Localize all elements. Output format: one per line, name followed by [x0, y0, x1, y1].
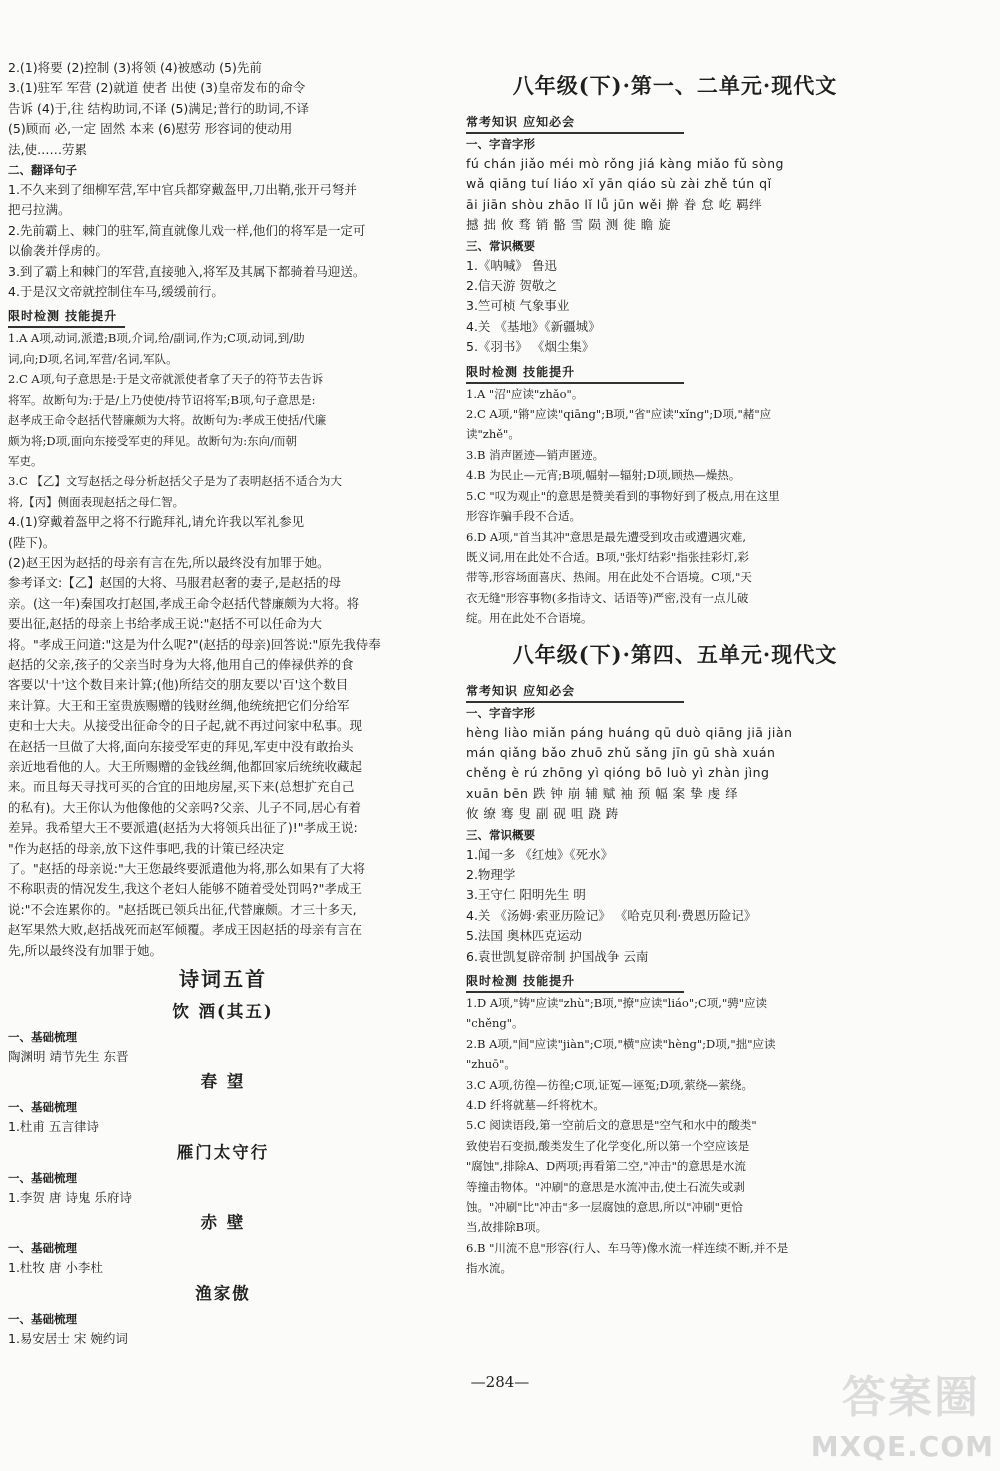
fact-line: 5.法国 奥林匹克运动 — [466, 928, 582, 944]
answer-line: 既义词,用在此处不合适。B项,"张灯结彩"指张挂彩灯,彩 — [466, 549, 749, 564]
pinyin-line: fú chán jiǎo méi mò rǒng jiá kàng miǎo fǔ sòng — [466, 156, 784, 171]
poem-info: 1.杜牧 唐 小李杜 — [8, 1260, 103, 1276]
translation-line: 赵括的父亲,孩子的父亲当时身为大将,他用自己的俸禄供养的食 — [8, 656, 354, 672]
answer-line: 4.D 纤将就墓—纤将枕木。 — [466, 1098, 605, 1113]
translation-line: 客要以'十'这个数目来计算;(他)所结交的朋友要以'百'这个数目 — [8, 677, 349, 693]
pinyin-line: 撼 拙 攸 骛 销 骼 雪 陨 测 徙 瞻 旋 — [466, 217, 672, 233]
pinyin-block — [466, 154, 884, 236]
answer-line: 蚀。"冲刷"比"冲击"多一层腐蚀的意思,所以"冲刷"更恰 — [466, 1200, 743, 1215]
pinyin-line: xuān bēn 跌 钟 崩 辅 赋 袖 预 幅 案 挚 虔 绎 — [466, 785, 739, 801]
text-line: 以偷袭并俘虏的。 — [8, 243, 109, 259]
poem-info: 1.杜甫 五言律诗 — [8, 1119, 99, 1135]
left-column — [8, 58, 438, 1349]
pinyin-line: hèng liào miǎn páng huáng qū duò qiāng jiā jiàn — [466, 724, 793, 740]
answer-line: 1.D A项,"铸"应读"zhù";B项,"撩"应读"liáo";C项,"骋"应读 — [466, 996, 768, 1010]
fact-line: 4.关 《汤姆·索亚历险记》 《哈克贝利·费恩历险记》 — [466, 907, 757, 923]
fact-line: 2.物理学 — [466, 866, 516, 882]
translation-line: 先,所以最终没有加罪于她。 — [8, 942, 162, 958]
section-band: 限时检测 技能提升 — [466, 362, 684, 384]
watermark-logo: 答案圈 — [842, 1372, 980, 1423]
answer-line: 2.C A项,"锵"应读"qiāng";B项,"省"应读"xǐng";D项,"赭"应 — [466, 407, 772, 422]
translate-heading: 二、翻译句子 — [8, 163, 77, 178]
text-line: 2.先前霸上、棘门的驻军,简直就像儿戏一样,他们的将军是一定可 — [8, 222, 366, 238]
poem-title: 渔家傲 — [195, 1283, 251, 1303]
pinyin-line: 攸 缭 骞 叟 副 砚 咀 跷 踌 — [466, 806, 619, 822]
translation-line: 不称职责的情况发生,我这个老妇人能够不随着受处罚吗?"孝成王 — [8, 881, 362, 897]
answer-line: 词,向;D项,名词,军营/名词,军队。 — [8, 351, 178, 366]
poem-heading: 一、基础梳理 — [8, 1311, 77, 1326]
translation-line: 来计算。大王和王室贵族赐赠的钱财丝绸,他统统把它们分给军 — [8, 697, 350, 713]
fact-line: 5.《羽书》 《烟尘集》 — [466, 339, 595, 355]
practice-answers — [466, 384, 884, 629]
poem-title: 雁门太守行 — [176, 1142, 270, 1162]
text-line: 把弓拉满。 — [8, 202, 71, 218]
translate-answers — [8, 180, 438, 302]
text-line: (5)顾而 必,一定 固然 本来 (6)慰劳 形容词的使动用 — [8, 121, 293, 137]
section-band: 限时检测 技能提升 — [8, 306, 125, 328]
section-band: 常考知识 应知必会 — [466, 112, 684, 134]
answer-line: 1.A "沼"应读"zhǎo"。 — [466, 386, 584, 401]
poems-list — [8, 997, 438, 1349]
answer-line: "zhuō"。 — [466, 1057, 516, 1072]
pinyin-line: chěng è rú zhōng yì qióng bō luò yì zhàn jìng — [466, 765, 770, 781]
answer-line: 读"zhě"。 — [466, 427, 520, 442]
translation-line: 将。"孝成王问道:"这是为什么呢?"(赵括的母亲)回答说:"原先我侍奉 — [8, 636, 381, 652]
fact-line: 4.关 《基地》《新疆城》 — [466, 318, 601, 334]
vocab-answers — [8, 58, 438, 160]
answer-line: 6.D A项,"首当其冲"意思是最先遭受到攻击或遭遇灾难, — [466, 529, 747, 544]
answer-line: 3.C A项,彷徨—彷徨;C项,证冤—诬冤;D项,萦绕—萦绕。 — [466, 1077, 753, 1092]
fact-line: 2.信天游 贺敬之 — [466, 278, 557, 294]
translation-line: 在赵括一旦做了大将,面向东接受军吏的拜见,军吏中没有敢抬头 — [8, 738, 354, 754]
pinyin-line: mán qiǎng bǎo zhuō zhǔ sǎng jīn gū shà xuán — [466, 744, 776, 760]
facts-heading: 三、常识概要 — [466, 827, 535, 842]
answer-line: "chěng"。 — [466, 1016, 524, 1031]
answer-line: 颇为将;D项,面向东接受军吏的拜见。故断句为:东向/而朝 — [8, 433, 297, 448]
poem-title: 赤 壁 — [200, 1213, 246, 1233]
facts-heading: 三、常识概要 — [466, 238, 535, 253]
translation-line: 赵军果然大败,赵括战死而赵军倾覆。孝成王因赵括的母亲有言在 — [8, 922, 362, 938]
poem-title: 饮 酒(其五) — [172, 1002, 274, 1022]
answer-line: 当,故排除B项。 — [466, 1220, 548, 1235]
translation-line: 参考译文:【乙】赵国的大将、马服君赵奢的妻子,是赵括的母 — [8, 575, 342, 591]
page-number: —284— — [470, 1373, 530, 1391]
section-band: 限时检测 技能提升 — [466, 971, 684, 993]
section-title: 八年级(下)·第一、二单元·现代文 — [512, 73, 838, 98]
answer-line: (陛下)。 — [8, 534, 56, 550]
answer-line: 1.A A项,动词,派遣;B项,介词,给/副词,作为;C项,动词,到/助 — [8, 331, 305, 346]
answer-line: 形容诈骗手段不合适。 — [466, 509, 581, 524]
answer-line: 5.C 阅读语段,第一空前后文的意思是"空气和水中的酸类" — [466, 1118, 757, 1133]
answer-line: 带等,形容场面喜庆、热闹。用在此处不合语境。C项,"天 — [466, 570, 752, 585]
section-title: 八年级(下)·第四、五单元·现代文 — [512, 641, 838, 667]
answer-line: 绽。用在此处不合语境。 — [466, 611, 593, 626]
poem-info: 陶渊明 靖节先生 东晋 — [8, 1049, 129, 1065]
poem-info: 1.易安居士 宋 婉约词 — [8, 1330, 128, 1346]
answer-line: 赵孝成王命令赵括代替廉颇为大将。故断句为:孝成王使括/代廉 — [8, 413, 327, 428]
watermark-text: MXQE.COM — [810, 1430, 994, 1463]
answer-line: 2.C A项,句子意思是:于是文帝就派使者拿了天子的符节去告诉 — [8, 372, 324, 387]
poem-heading: 一、基础梳理 — [8, 1030, 77, 1045]
poems-title: 诗词五首 — [179, 967, 267, 992]
answer-line: 军吏。 — [8, 453, 43, 468]
fact-line: 3.王守仁 阳明先生 明 — [466, 887, 586, 903]
text-line: 2.(1)将要 (2)控制 (3)将领 (4)被感动 (5)先前 — [8, 60, 262, 75]
watermark — [804, 1358, 994, 1463]
translation-line: "作为赵括的母亲,放下这件事吧,我的计策已经决定 — [8, 840, 285, 856]
pinyin-heading: 一、字音字形 — [466, 137, 535, 151]
translation-line: 来。而且每天寻找可买的合宜的田地房屋,买下来(总想扩充自己 — [8, 779, 355, 795]
answer-line: 致使岩石变损,酸类发生了化学变化,所以第一个空应该是 — [466, 1138, 750, 1153]
answer-line: 3.B 消声匿迹—销声匿迹。 — [466, 447, 605, 462]
answer-line: 等撞击物体。"冲刷"的意思是水流冲击,使土石流失或剥 — [466, 1179, 745, 1194]
text-line: 法,使……劳累 — [8, 141, 87, 157]
translation-line: 亲近地看他的人。大王所赐赠的金钱丝绸,他都回家后统统收藏起 — [8, 759, 362, 774]
pinyin-heading: 一、字音字形 — [466, 705, 535, 720]
translation-line: 吏和士大夫。从接受出征命令的日子起,就不再过问家中私事。现 — [8, 718, 362, 734]
answer-line: 2.B A项,"间"应读"jiàn";C项,"横"应读"hèng";D项,"拙"应读 — [466, 1036, 776, 1051]
poem-info: 1.李贺 唐 诗鬼 乐府诗 — [8, 1189, 132, 1205]
poem-heading: 一、基础梳理 — [8, 1241, 77, 1256]
answer-line: 将军。故断句为:于是/上乃使使/持节诏将军;B项,句子意思是: — [8, 392, 316, 407]
practice-answers — [466, 993, 884, 1279]
pinyin-block — [466, 723, 884, 825]
translation-line: 差异。我希望大王不要派遣(赵括为大将领兵出征了)!"孝成王说: — [8, 820, 358, 836]
question-4-answers — [8, 512, 438, 573]
answer-line: 6.B "川流不息"形容(行人、车马等)像水流一样连续不断,并不是 — [466, 1240, 789, 1255]
pinyin-line: āi jiān shòu zhāo lǐ lǚ jūn wěi 擀 眷 怠 屹 羁绊 — [466, 196, 763, 212]
answer-line: "腐蚀",排除A、D两项;再看第二空,"冲击"的意思是水流 — [466, 1159, 746, 1174]
reference-translation — [8, 573, 438, 961]
pinyin-line: wǎ qiāng tuí liáo xǐ yān qiáo sù zài zhě tún qǐ — [466, 176, 772, 192]
answer-line: (2)赵王因为赵括的母亲有言在先,所以最终没有加罪于她。 — [8, 554, 330, 570]
text-line: 3.到了霸上和棘门的军营,直接驰入,将军及其属下都骑着马迎送。 — [8, 263, 366, 279]
section-band: 常考知识 应知必会 — [466, 681, 684, 703]
poem-heading: 一、基础梳理 — [8, 1100, 77, 1115]
facts-list — [466, 256, 884, 358]
text-line: 4.于是汉文帝就控制住车马,缓缓前行。 — [8, 284, 224, 300]
translation-line: 要出征,赵括的母亲上书给孝成王说:"赵括不可以任命为大 — [8, 616, 322, 632]
answer-line: 3.C 【乙】文写赵括之母分析赵括父子是为了表明赵括不适合为大 — [8, 474, 342, 489]
translation-line: 说:"不会连累你的。"赵括既已领兵出征,代替廉颇。才三十多天, — [8, 901, 357, 917]
poem-heading: 一、基础梳理 — [8, 1170, 77, 1185]
translation-line: 了。"赵括的母亲说:"大王您最终要派遣他为将,那么如果有了大将 — [8, 861, 366, 877]
text-line: 3.(1)驻军 军营 (2)就道 使者 出使 (3)皇帝发布的命令 — [8, 80, 306, 96]
answer-line: 将,【丙】侧面表现赵括之母仁智。 — [8, 494, 185, 509]
translation-line: 亲。(这一年)秦国攻打赵国,孝成王命令赵括代替廉颇为大将。将 — [8, 595, 360, 611]
translation-line: 的私有)。大王你认为他像他的父亲吗?父亲、儿子不同,居心有着 — [8, 799, 361, 815]
text-line: 1.不久来到了细柳军营,军中官兵都穿戴盔甲,刀出鞘,张开弓弩并 — [8, 182, 357, 198]
fact-line: 6.袁世凯复辟帝制 护国战争 云南 — [466, 948, 649, 964]
answer-line: 4.B 为民止—元宵;B项,幅射—辐射;D项,顾热—燥热。 — [466, 468, 741, 483]
fact-line: 1.闻一多 《红烛》《死水》 — [466, 846, 614, 862]
answer-line: 5.C "叹为观止"的意思是赞美看到的事物好到了极点,用在这里 — [466, 488, 780, 503]
facts-list — [466, 845, 884, 967]
answer-line: 4.(1)穿戴着盔甲之将不行跪拜礼,请允许我以军礼参见 — [8, 514, 305, 530]
answer-line: 指水流。 — [466, 1261, 512, 1276]
fact-line: 1.《呐喊》 鲁迅 — [466, 257, 557, 273]
answer-line: 衣无缝"形容事物(多指诗文、话语等)严密,没有一点儿破 — [466, 590, 749, 605]
practice-answers — [8, 328, 438, 512]
text-line: 告诉 (4)于,往 结构助词,不译 (5)满足;普行的助词,不译 — [8, 100, 309, 116]
poem-title: 春 望 — [200, 1072, 246, 1092]
fact-line: 3.竺可桢 气象事业 — [466, 298, 570, 314]
right-column — [466, 58, 884, 1279]
